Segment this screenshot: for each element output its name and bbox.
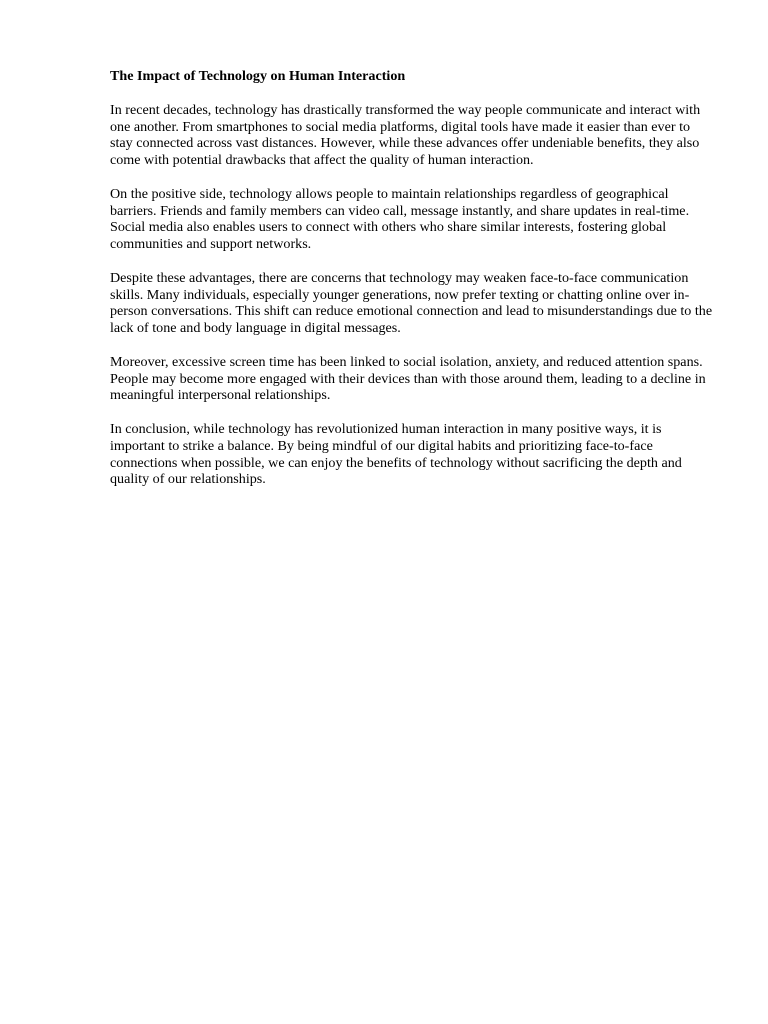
paragraph-conclusion: In conclusion, while technology has revolutionized human interaction in many positive ways, it is important to strike a balance. By being mindful of our digital habits and prioritizing face-to-face connections when possible, we can enjoy the benefits of technology without sacrificing the depth and quality of our relationships. [110,420,682,488]
paragraph-positive-side: On the positive side, technology allows people to maintain relationships regardless of geographical barriers. Friends and family members can video call, message instantly, and share updates in real-time. Social media also enables users to connect with others who share similar interests, fostering global communities and support networks. [110,185,690,253]
document-body [110,68,716,505]
paragraph-screen-time: Moreover, excessive screen time has been linked to social isolation, anxiety, and reduced attention spans. People may become more engaged with their devices than with those around them, leading to a decline in meaningful interpersonal relationships. [110,353,706,404]
document-title: The Impact of Technology on Human Interaction [110,68,406,84]
paragraph-introduction: In recent decades, technology has drastically transformed the way people communicate and interact with one another. From smartphones to social media platforms, digital tools have made it easier than ever to stay connected across vast distances. However, while these advances offer undeniable benefits, they also come with potential drawbacks that affect the quality of human interaction. [110,101,701,169]
paragraph-concerns: Despite these advantages, there are concerns that technology may weaken face-to-face communication skills. Many individuals, especially younger generations, now prefer texting or chatting online over in-person conversations. This shift can reduce emotional connection and lead to misunderstandings due to the lack of tone and body language in digital messages. [110,269,713,337]
